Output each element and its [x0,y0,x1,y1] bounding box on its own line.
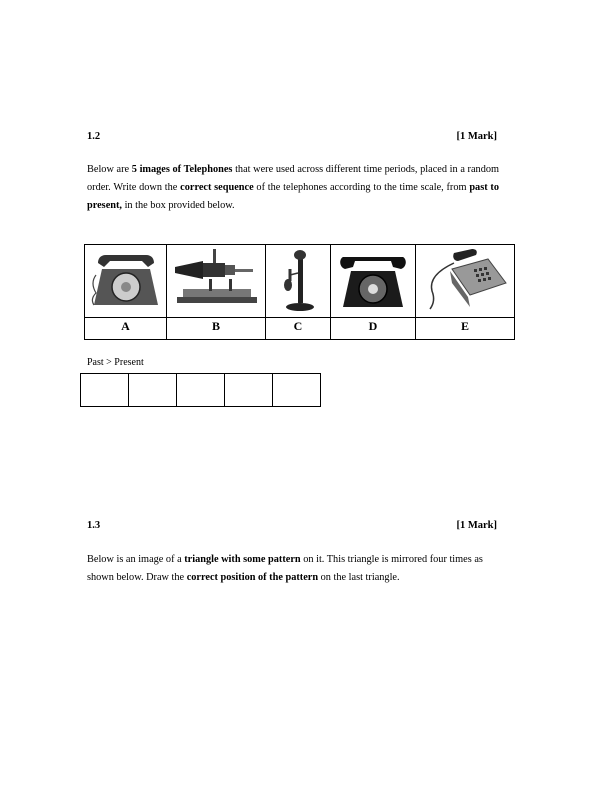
phone-cell-e [416,245,514,339]
phone-image-e [416,245,514,318]
question-mark-value: [1 Mark] [456,131,497,142]
text-segment: Below is an image of a [87,554,185,565]
candlestick-phone-icon [268,245,328,315]
rotary-dial-phone-icon [86,245,166,315]
question-mark-value: [1 Mark] [456,520,497,531]
text-segment: in the box provided below. [122,200,235,211]
answer-box-3[interactable] [177,374,225,406]
sequence-direction-label: Past > Present [87,357,144,368]
bold-segment: triangle with some pattern [184,554,301,565]
answer-box-4[interactable] [225,374,273,406]
phone-label-a: A [121,319,130,333]
phone-cell-c [266,245,331,339]
classic-rotary-phone-icon [333,245,413,315]
early-magneto-phone-icon [169,245,264,315]
phone-image-a [85,245,166,318]
answer-box-2[interactable] [129,374,177,406]
text-segment: Below are [87,164,132,175]
text-segment: on it. This triangle is mirrored four times as shown below. Draw the [87,554,483,583]
push-button-desk-phone-icon [418,245,513,315]
phone-cell-b [167,245,266,339]
telephones-table [84,244,515,340]
text-segment: on the last triangle. [318,572,400,583]
phone-cell-d [331,245,416,339]
phone-cell-a [85,245,167,339]
answer-box-5[interactable] [273,374,320,406]
phone-label-b: B [211,319,220,333]
phone-image-d [331,245,415,318]
question-number: 1.2 [87,131,101,142]
bold-segment: past to present, [87,182,499,211]
phone-label-c: C [293,319,303,333]
bold-segment: correct sequence [180,182,254,193]
question-1-3-text [87,551,499,587]
answer-box-1[interactable] [81,374,129,406]
phone-image-c [266,245,330,318]
phone-image-b [167,245,265,318]
question-number: 1.3 [87,520,101,531]
text-segment: of the telephones according to the time scale, from [253,182,470,193]
text-segment: that were used across different time periods, placed in a random order. Write down the [87,164,500,193]
question-1-2-text [87,161,499,215]
phone-label-d: D [368,319,378,333]
bold-segment: correct position of the pattern [186,572,319,583]
bold-segment: 5 images of Telephones [131,164,233,175]
phone-label-e: E [460,319,469,333]
answer-boxes [80,373,321,407]
